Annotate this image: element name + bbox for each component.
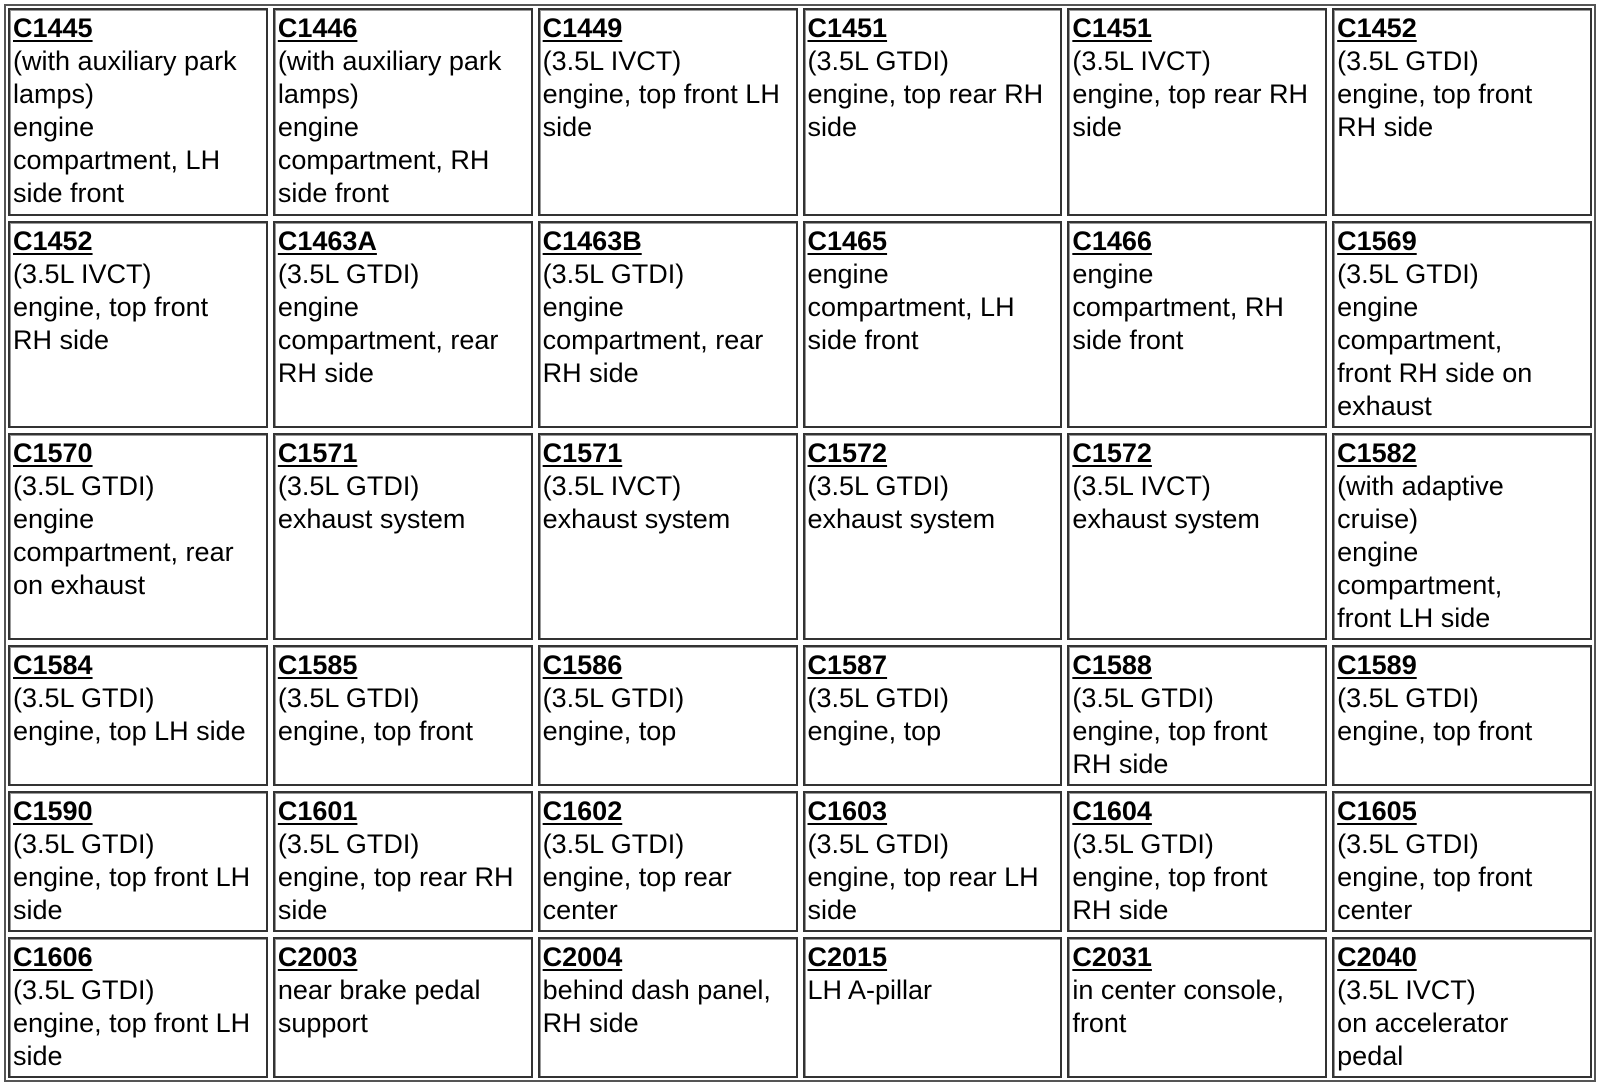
connector-code: C1449 [542, 13, 623, 43]
connector-location: near brake pedal support [277, 975, 481, 1038]
connector-cell [538, 8, 798, 216]
connector-cell [1067, 645, 1327, 786]
connector-location: (3.5L GTDI) engine, top LH side [13, 683, 246, 746]
connector-location: (3.5L GTDI) engine, top front [1337, 683, 1533, 746]
connector-code: C1571 [277, 438, 358, 468]
connector-code: C1466 [1072, 226, 1152, 256]
connector-code: C1586 [542, 650, 623, 680]
connector-location: engine compartment, RH side front [1072, 259, 1284, 355]
connector-cell [538, 645, 798, 786]
connector-code: C1585 [277, 650, 358, 680]
connector-cell [1332, 433, 1592, 640]
connector-code: C1604 [1072, 796, 1152, 826]
connector-code: C2003 [277, 942, 358, 972]
connector-cell [273, 791, 533, 932]
connector-location: (3.5L GTDI) engine, top rear RH side [277, 829, 514, 925]
connector-cell [803, 791, 1063, 932]
connector-code: C1590 [13, 796, 93, 826]
connector-location: (3.5L GTDI) engine, top front RH side [1072, 683, 1268, 779]
connector-location: (3.5L GTDI) engine compartment, rear RH side [277, 259, 499, 388]
connector-cell [1067, 937, 1327, 1078]
connector-location: (with adaptive cruise) engine compartment, front LH side [1337, 471, 1504, 633]
connector-code: C2040 [1337, 942, 1417, 972]
connector-cell [538, 791, 798, 932]
connector-location: (3.5L GTDI) engine, top rear RH side [807, 46, 1044, 142]
connector-cell [803, 645, 1063, 786]
connector-location: (3.5L GTDI) exhaust system [277, 471, 466, 534]
connector-cell [8, 645, 268, 786]
connector-code: C1584 [13, 650, 93, 680]
connector-location: (3.5L GTDI) engine compartment, front RH side on exhaust [1337, 259, 1533, 421]
connector-cell [1332, 645, 1592, 786]
connector-cell [803, 8, 1063, 216]
connector-cell [803, 221, 1063, 428]
connector-cell [273, 433, 533, 640]
connector-location: (3.5L GTDI) engine, top front RH side [1072, 829, 1268, 925]
connector-cell [538, 937, 798, 1078]
connector-cell [8, 8, 268, 216]
connector-location: (3.5L GTDI) engine, top front [277, 683, 473, 746]
connector-location: engine compartment, LH side front [807, 259, 1015, 355]
connector-cell [8, 433, 268, 640]
connector-location: (3.5L GTDI) engine compartment, rear RH side [542, 259, 764, 388]
connector-cell [273, 645, 533, 786]
connector-location: (3.5L GTDI) engine, top [807, 683, 950, 746]
connector-code: C1582 [1337, 438, 1417, 468]
connector-cell [273, 937, 533, 1078]
connector-location: (with auxiliary park lamps) engine compartment, LH side front [13, 46, 237, 208]
connector-cell [803, 433, 1063, 640]
connector-code: C1588 [1072, 650, 1152, 680]
connector-code: C1606 [13, 942, 93, 972]
connector-code: C1463B [542, 226, 642, 256]
connector-cell [8, 937, 268, 1078]
connector-code: C1602 [542, 796, 623, 826]
connector-cell [803, 937, 1063, 1078]
connector-code: C1589 [1337, 650, 1417, 680]
connector-location: (3.5L IVCT) engine, top front LH side [542, 46, 780, 142]
connector-cell [1067, 433, 1327, 640]
connector-code: C1446 [277, 13, 358, 43]
connector-code: C1587 [807, 650, 888, 680]
connector-location: in center console, front [1072, 975, 1284, 1038]
connector-code: C1603 [807, 796, 888, 826]
connector-code: C1451 [807, 13, 888, 43]
connector-cell [538, 221, 798, 428]
connector-location: (3.5L GTDI) engine, top front RH side [1337, 46, 1533, 142]
connector-code: C1572 [807, 438, 888, 468]
connector-location: (3.5L IVCT) engine, top front RH side [13, 259, 209, 355]
connector-location: (3.5L IVCT) engine, top rear RH side [1072, 46, 1308, 142]
connector-cell [273, 221, 533, 428]
connector-code: C1452 [13, 226, 93, 256]
connector-cell [1067, 791, 1327, 932]
connector-location: (with auxiliary park lamps) engine compartment, RH side front [277, 46, 502, 208]
connector-cell [1332, 791, 1592, 932]
connector-code: C1601 [277, 796, 358, 826]
connector-cell [1332, 937, 1592, 1078]
connector-location: (3.5L IVCT) exhaust system [1072, 471, 1260, 534]
connector-code: C1463A [277, 226, 377, 256]
connector-cell [273, 8, 533, 216]
connector-location: (3.5L IVCT) on accelerator pedal [1337, 975, 1509, 1071]
connector-code: C2031 [1072, 942, 1152, 972]
connector-cell [1067, 8, 1327, 216]
connector-location: (3.5L GTDI) engine, top rear LH side [807, 829, 1039, 925]
connector-cell [538, 433, 798, 640]
connector-code: C1570 [13, 438, 93, 468]
connector-code: C1605 [1337, 796, 1417, 826]
connector-cell [1067, 221, 1327, 428]
connector-cell [1332, 221, 1592, 428]
connector-location: (3.5L GTDI) engine, top front LH side [13, 975, 251, 1071]
connector-code: C1465 [807, 226, 888, 256]
connector-code: C2015 [807, 942, 888, 972]
connector-location-table [4, 4, 1596, 1082]
connector-location: (3.5L GTDI) engine, top rear center [542, 829, 732, 925]
connector-location: (3.5L GTDI) engine, top front LH side [13, 829, 251, 925]
connector-code: C2004 [542, 942, 623, 972]
connector-code: C1569 [1337, 226, 1417, 256]
connector-location: behind dash panel, RH side [542, 975, 771, 1038]
connector-location: (3.5L IVCT) exhaust system [542, 471, 731, 534]
connector-location: (3.5L GTDI) engine, top front center [1337, 829, 1533, 925]
connector-cell [8, 791, 268, 932]
connector-code: C1571 [542, 438, 623, 468]
connector-location: (3.5L GTDI) engine, top [542, 683, 685, 746]
connector-location: (3.5L GTDI) engine compartment, rear on exhaust [13, 471, 234, 600]
connector-code: C1452 [1337, 13, 1417, 43]
connector-code: C1451 [1072, 13, 1152, 43]
connector-location: (3.5L GTDI) exhaust system [807, 471, 996, 534]
connector-cell [8, 221, 268, 428]
connector-code: C1445 [13, 13, 93, 43]
connector-location: LH A-pillar [807, 975, 933, 1005]
connector-cell [1332, 8, 1592, 216]
connector-code: C1572 [1072, 438, 1152, 468]
